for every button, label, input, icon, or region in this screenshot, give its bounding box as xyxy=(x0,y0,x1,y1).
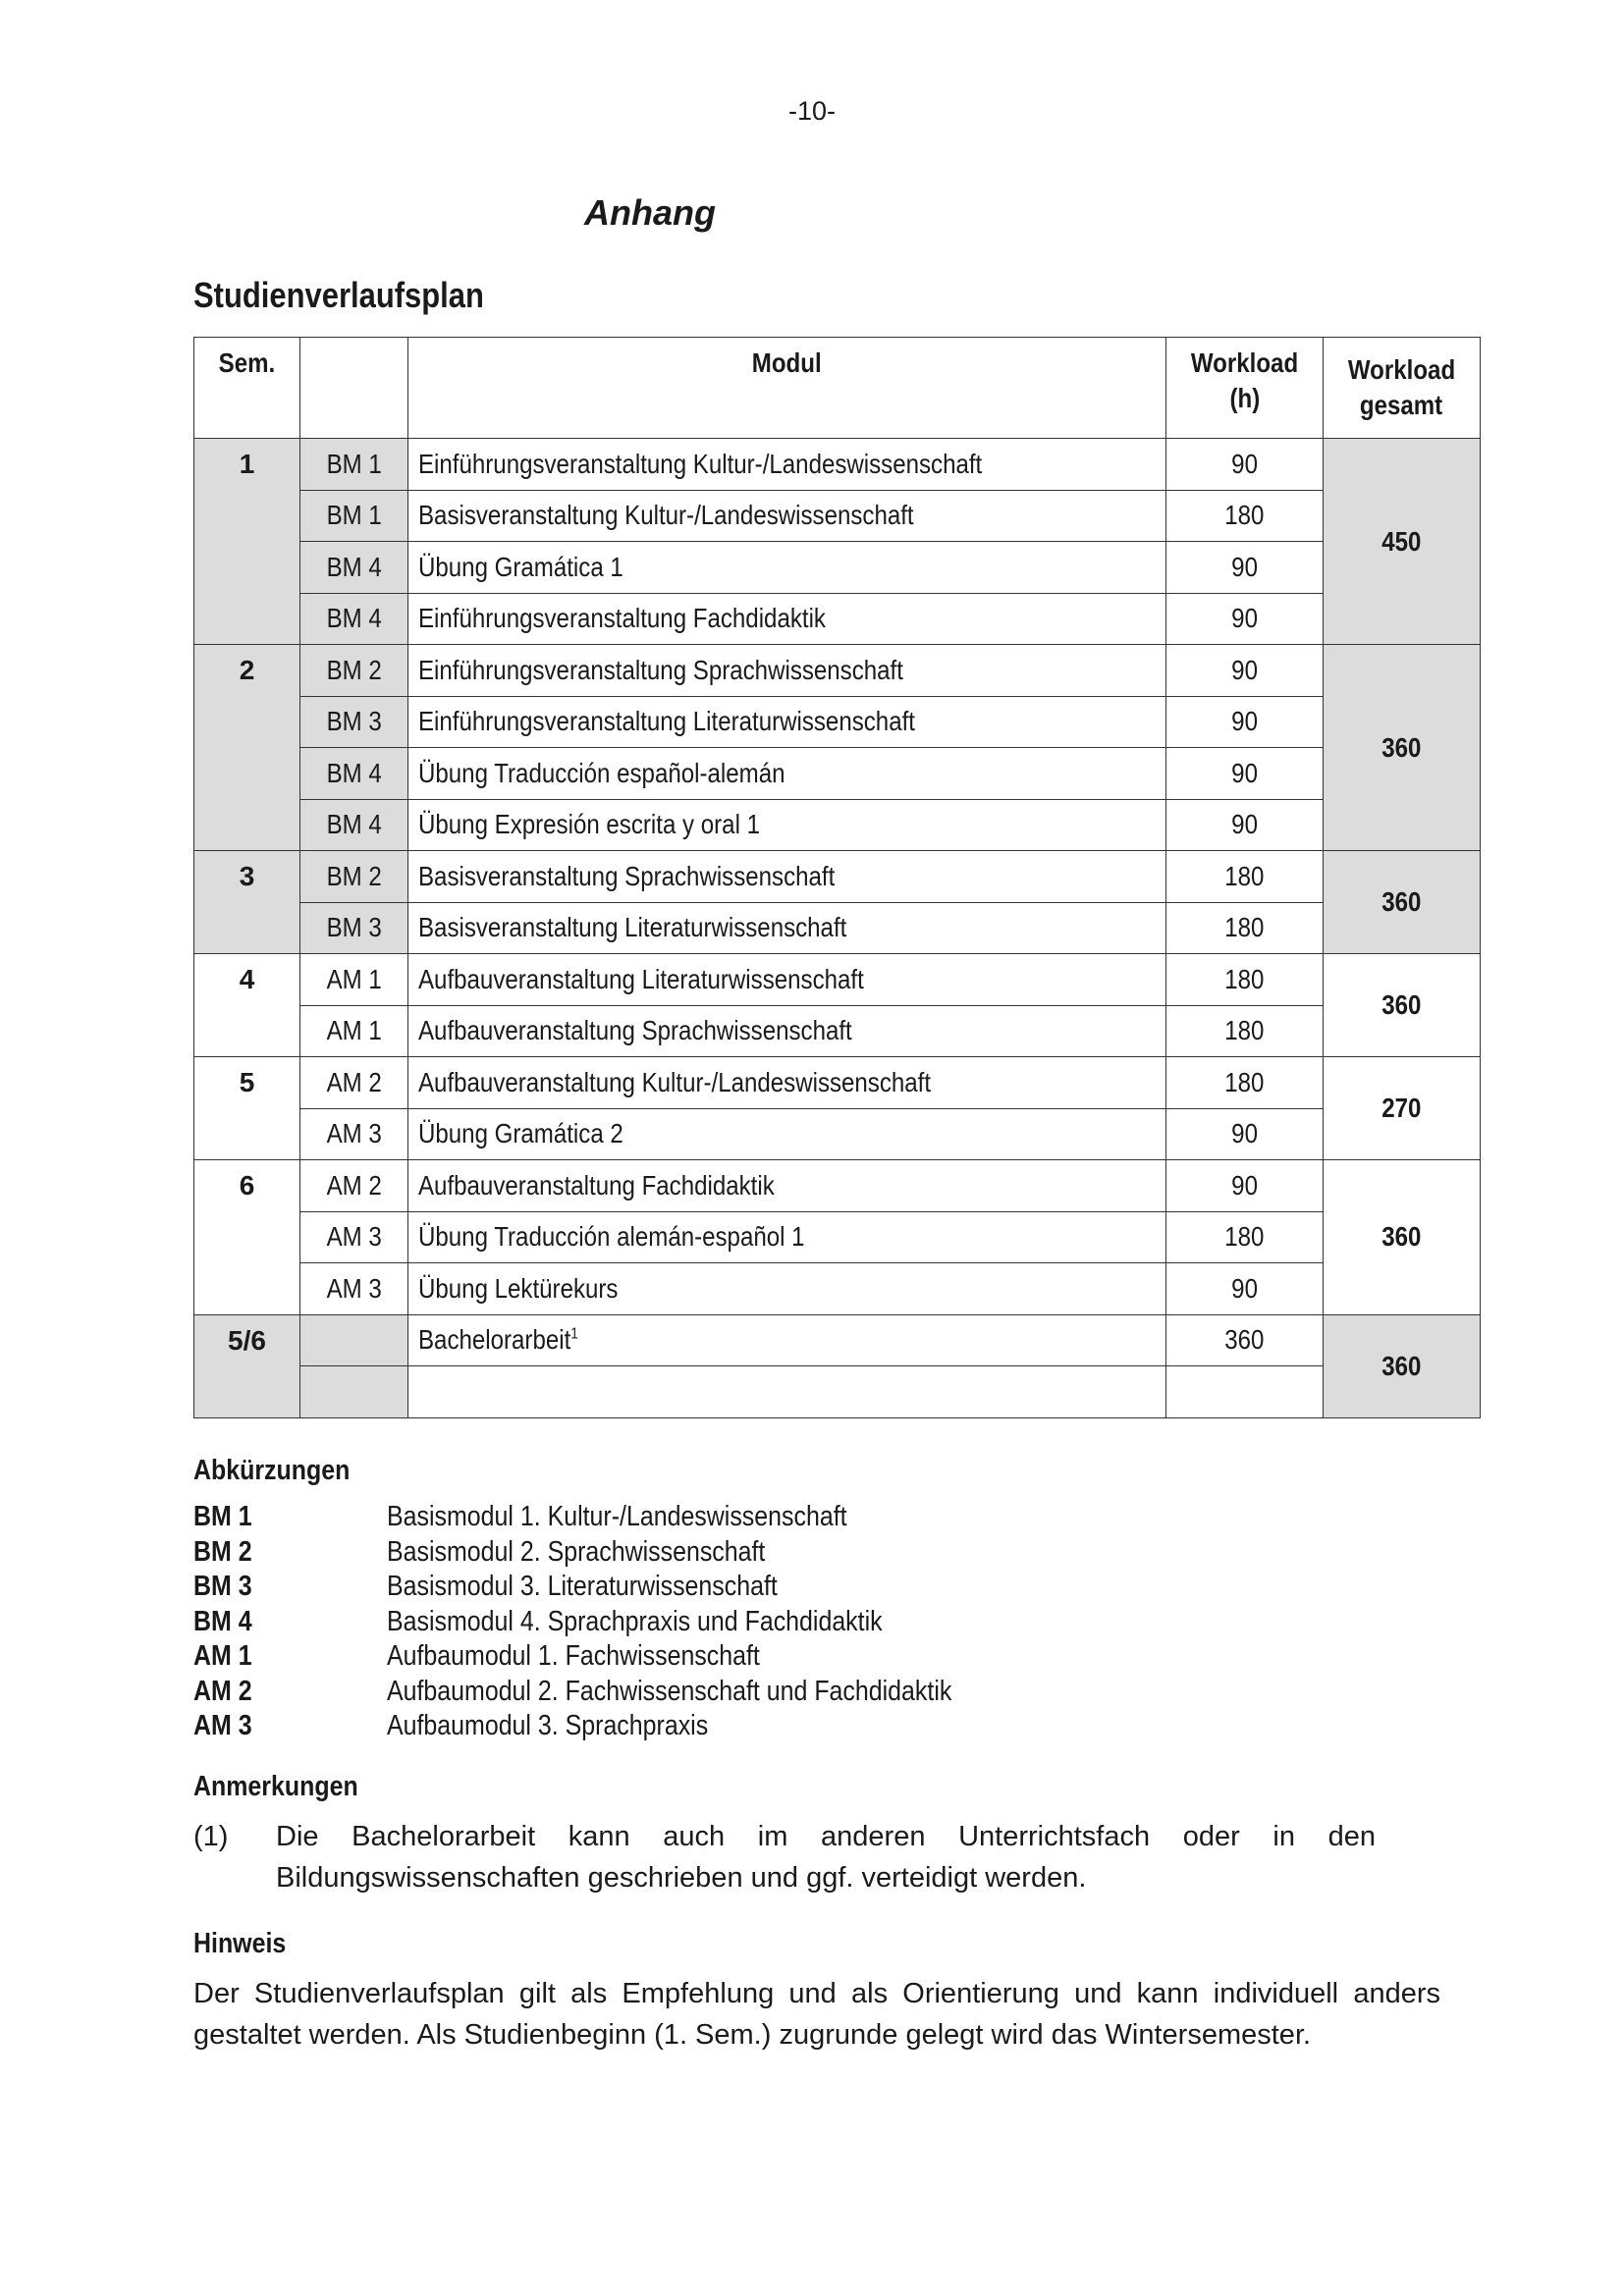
module-code-cell xyxy=(300,851,408,903)
abbreviation-code xyxy=(193,1709,261,1744)
table-header-row xyxy=(194,338,1481,439)
abbreviations-title: Abkürzungen xyxy=(193,1455,351,1486)
abbreviation-text xyxy=(387,1675,1044,1710)
table-row xyxy=(194,1160,1481,1212)
table-row xyxy=(194,593,1481,645)
abbreviation-code-text: BM 2 xyxy=(193,1535,252,1568)
module-name-cell xyxy=(408,490,1166,542)
abbreviation-code xyxy=(193,1500,261,1535)
workload-value: 180 xyxy=(1224,1066,1265,1097)
workload-cell xyxy=(1166,902,1324,954)
module-name-cell xyxy=(408,696,1166,748)
workload-cell xyxy=(1166,645,1324,697)
module-name-cell xyxy=(408,1211,1166,1263)
module-name-cell xyxy=(408,1057,1166,1109)
table-row xyxy=(194,1005,1481,1057)
abbreviation-code xyxy=(193,1535,261,1571)
abbreviation-item xyxy=(193,1605,1077,1640)
appendix-title: Anhang xyxy=(584,192,716,233)
abbreviation-item xyxy=(193,1639,1077,1675)
table-row xyxy=(194,542,1481,594)
module-name-text: Übung Expresión escrita y oral 1 xyxy=(418,809,761,840)
module-name-text: Basisveranstaltung Sprachwissenschaft xyxy=(418,860,836,891)
module-name xyxy=(418,449,982,480)
abbreviation-text-value: Basismodul 1. Kultur-/Landeswissenschaft xyxy=(387,1501,847,1532)
table-row xyxy=(194,1263,1481,1315)
abbreviation-code-text: BM 3 xyxy=(193,1571,252,1602)
module-code: BM 4 xyxy=(326,809,382,840)
workload-total: 360 xyxy=(1381,886,1422,917)
workload-value: 90 xyxy=(1231,809,1258,840)
footnote-marker: 1 xyxy=(570,1325,578,1343)
abbreviation-text xyxy=(387,1709,760,1744)
workload-value: 180 xyxy=(1224,1015,1265,1046)
workload-cell xyxy=(1166,1160,1324,1212)
module-name xyxy=(418,912,846,943)
abbreviation-code-text: AM 2 xyxy=(193,1675,252,1707)
module-code: AM 1 xyxy=(326,963,382,994)
abbreviation-item xyxy=(193,1535,1077,1571)
abbreviation-code xyxy=(193,1605,261,1640)
workload-total-cell xyxy=(1324,851,1481,954)
module-code-cell xyxy=(300,696,408,748)
workload-total-cell xyxy=(1324,645,1481,851)
module-code: BM 3 xyxy=(326,706,382,737)
workload-value: 360 xyxy=(1224,1324,1265,1356)
workload-total: 270 xyxy=(1381,1093,1422,1123)
module-name-cell xyxy=(408,439,1166,491)
module-code-cell xyxy=(300,593,408,645)
abbreviation-text-value: Aufbaumodul 3. Sprachpraxis xyxy=(387,1710,709,1741)
module-name xyxy=(418,655,903,686)
table-row xyxy=(194,439,1481,491)
module-name-text: Aufbauveranstaltung Fachdidaktik xyxy=(418,1169,775,1201)
module-name-text: Einführungsveranstaltung Kultur-/Landeswissenschaft xyxy=(418,448,983,479)
module-code-cell xyxy=(300,1005,408,1057)
module-code-cell xyxy=(300,1263,408,1315)
module-code: BM 4 xyxy=(326,757,382,788)
abbreviation-item xyxy=(193,1500,1077,1535)
module-code-cell xyxy=(300,748,408,800)
module-name-text: Übung Gramática 1 xyxy=(418,551,623,582)
module-name-cell xyxy=(408,748,1166,800)
module-name xyxy=(418,500,914,531)
workload-value: 90 xyxy=(1231,654,1258,685)
study-plan-table xyxy=(193,337,1481,1418)
module-code-cell xyxy=(300,1057,408,1109)
workload-value: 90 xyxy=(1231,1272,1258,1304)
workload-value: 180 xyxy=(1224,500,1265,531)
workload-cell xyxy=(1166,1366,1324,1418)
abbreviation-item xyxy=(193,1570,1077,1605)
abbreviation-text xyxy=(387,1535,827,1571)
table-row xyxy=(194,748,1481,800)
workload-cell xyxy=(1166,1263,1324,1315)
table-row xyxy=(194,1314,1481,1366)
semester-cell: 5/6 xyxy=(194,1314,300,1417)
module-name xyxy=(418,1067,931,1098)
module-name-cell xyxy=(408,851,1166,903)
table-row xyxy=(194,490,1481,542)
module-code: AM 3 xyxy=(326,1221,382,1253)
header-workload-total: Workload gesamt xyxy=(1324,338,1481,439)
abbreviation-item xyxy=(193,1709,1077,1744)
module-name xyxy=(418,603,826,634)
semester-cell: 5 xyxy=(194,1057,300,1160)
module-code: BM 1 xyxy=(326,448,382,479)
module-code: BM 1 xyxy=(326,500,382,531)
abbreviation-text xyxy=(387,1500,922,1535)
module-name-cell xyxy=(408,593,1166,645)
module-name-text: Einführungsveranstaltung Sprachwissenschaft xyxy=(418,654,903,685)
workload-total: 360 xyxy=(1381,989,1422,1020)
module-name-text: Übung Traducción español-alemán xyxy=(418,757,785,788)
workload-cell xyxy=(1166,954,1324,1006)
module-name-text: Übung Traducción alemán-español 1 xyxy=(418,1221,805,1253)
module-name-cell xyxy=(408,1263,1166,1315)
module-code: BM 4 xyxy=(326,551,382,582)
module-name xyxy=(418,861,835,892)
semester-cell: 4 xyxy=(194,954,300,1057)
notes-title: Anmerkungen xyxy=(193,1771,358,1802)
module-code-cell xyxy=(300,1314,408,1366)
workload-value: 180 xyxy=(1224,860,1265,891)
abbreviation-code xyxy=(193,1639,261,1675)
abbreviation-text-value: Aufbaumodul 1. Fachwissenschaft xyxy=(387,1640,760,1672)
module-code-cell xyxy=(300,542,408,594)
module-code-cell xyxy=(300,490,408,542)
module-code: BM 4 xyxy=(326,603,382,634)
header-semester: Sem. xyxy=(194,338,300,439)
module-name-cell xyxy=(408,954,1166,1006)
abbreviation-text-value: Basismodul 3. Literaturwissenschaft xyxy=(387,1571,778,1602)
workload-total: 360 xyxy=(1381,731,1422,763)
module-code-cell xyxy=(300,954,408,1006)
module-name-cell xyxy=(408,542,1166,594)
module-name xyxy=(418,552,623,583)
workload-value: 90 xyxy=(1231,1169,1258,1201)
abbreviation-item xyxy=(193,1675,1077,1710)
module-code-cell xyxy=(300,439,408,491)
module-code-cell xyxy=(300,902,408,954)
header-module: Modul xyxy=(408,338,1166,439)
hint-text: Der Studienverlaufsplan gilt als Empfehlung und als Orientierung und kann individuell anders gestaltet werden. Als Studienbeginn (1. Sem.) zugrunde gelegt wird das Wintersemester. xyxy=(193,1978,1440,2051)
workload-cell xyxy=(1166,799,1324,851)
module-name-text: Basisveranstaltung Literaturwissenschaft xyxy=(418,912,847,943)
semester-cell: 2 xyxy=(194,645,300,851)
workload-value: 90 xyxy=(1231,1118,1258,1149)
workload-cell xyxy=(1166,1057,1324,1109)
module-code-cell xyxy=(300,799,408,851)
module-name-cell xyxy=(408,799,1166,851)
module-name-text: Übung Gramática 2 xyxy=(418,1118,623,1149)
workload-value: 90 xyxy=(1231,603,1258,634)
module-name-text: Aufbauveranstaltung Sprachwissenschaft xyxy=(418,1015,852,1046)
workload-cell xyxy=(1166,1005,1324,1057)
module-name-text: Aufbauveranstaltung Kultur-/Landeswissenschaft xyxy=(418,1066,932,1097)
module-code-cell xyxy=(300,1366,408,1418)
workload-total: 450 xyxy=(1381,525,1422,557)
note-number: (1) xyxy=(193,1821,229,1852)
semester-cell: 1 xyxy=(194,439,300,645)
workload-value: 90 xyxy=(1231,706,1258,737)
table-row xyxy=(194,696,1481,748)
module-name-cell xyxy=(408,1314,1166,1366)
workload-value: 90 xyxy=(1231,551,1258,582)
semester-cell: 6 xyxy=(194,1160,300,1315)
module-name-text: Aufbauveranstaltung Literaturwissenschaft xyxy=(418,963,864,994)
abbreviation-code xyxy=(193,1675,261,1710)
table-row xyxy=(194,851,1481,903)
workload-cell xyxy=(1166,696,1324,748)
module-name xyxy=(418,1118,623,1149)
table-row xyxy=(194,902,1481,954)
semester-cell: 3 xyxy=(194,851,300,954)
module-name-text: Bachelorarbeit xyxy=(418,1324,571,1356)
module-name-cell xyxy=(408,1366,1166,1418)
module-name-cell xyxy=(408,1108,1166,1160)
table-row xyxy=(194,954,1481,1006)
abbreviation-text-value: Aufbaumodul 2. Fachwissenschaft und Fachdidaktik xyxy=(387,1675,952,1707)
workload-total-cell xyxy=(1324,1057,1481,1160)
module-code-cell xyxy=(300,645,408,697)
module-name xyxy=(418,964,864,995)
module-code: AM 2 xyxy=(326,1066,382,1097)
module-name-cell xyxy=(408,645,1166,697)
note-text: Die Bachelorarbeit kann auch im anderen Unterrichtsfach oder in den Bildungswissenschaften geschrieben und ggf. verteidigt werden. xyxy=(276,1821,1376,1894)
workload-cell xyxy=(1166,490,1324,542)
workload-cell xyxy=(1166,1108,1324,1160)
module-name-text: Übung Lektürekurs xyxy=(418,1272,619,1304)
table-row xyxy=(194,1211,1481,1263)
module-name-cell xyxy=(408,902,1166,954)
module-code-cell xyxy=(300,1160,408,1212)
workload-cell xyxy=(1166,851,1324,903)
workload-total: 360 xyxy=(1381,1221,1422,1253)
abbreviation-code-text: AM 1 xyxy=(193,1640,252,1672)
workload-total-cell xyxy=(1324,439,1481,645)
module-code: BM 2 xyxy=(326,860,382,891)
workload-cell xyxy=(1166,542,1324,594)
module-name xyxy=(418,1324,578,1356)
workload-cell xyxy=(1166,748,1324,800)
module-name-text: Basisveranstaltung Kultur-/Landeswissenschaft xyxy=(418,500,914,531)
module-name xyxy=(418,1170,775,1201)
workload-total: 360 xyxy=(1381,1350,1422,1381)
header-code xyxy=(300,338,408,439)
workload-cell xyxy=(1166,439,1324,491)
module-code-cell xyxy=(300,1108,408,1160)
module-code: AM 3 xyxy=(326,1272,382,1304)
table-row xyxy=(194,1108,1481,1160)
table-body xyxy=(194,439,1481,1418)
table-row xyxy=(194,645,1481,697)
workload-value: 90 xyxy=(1231,448,1258,479)
table-row xyxy=(194,1366,1481,1418)
module-name xyxy=(418,706,915,737)
module-name xyxy=(418,1273,618,1305)
abbreviation-text xyxy=(387,1639,821,1675)
module-code: AM 2 xyxy=(326,1169,382,1201)
workload-value: 90 xyxy=(1231,757,1258,788)
header-workload: Workload (h) xyxy=(1166,338,1324,439)
module-code: AM 3 xyxy=(326,1118,382,1149)
workload-total-cell xyxy=(1324,954,1481,1057)
workload-value: 180 xyxy=(1224,1221,1265,1253)
page-number: -10- xyxy=(787,96,836,126)
abbreviation-text-value: Basismodul 4. Sprachpraxis und Fachdidaktik xyxy=(387,1605,883,1637)
module-code: BM 3 xyxy=(326,912,382,943)
module-name xyxy=(418,758,785,789)
abbreviation-code-text: AM 3 xyxy=(193,1710,252,1741)
module-name xyxy=(418,809,760,840)
module-code: AM 1 xyxy=(326,1015,382,1046)
abbreviation-code-text: BM 1 xyxy=(193,1501,252,1532)
abbreviation-text-value: Basismodul 2. Sprachwissenschaft xyxy=(387,1535,766,1568)
module-name-text: Einführungsveranstaltung Literaturwissenschaft xyxy=(418,706,915,737)
workload-cell xyxy=(1166,1314,1324,1366)
abbreviation-code xyxy=(193,1570,261,1605)
module-name-cell xyxy=(408,1005,1166,1057)
table-row xyxy=(194,1057,1481,1109)
abbreviation-code-text: BM 4 xyxy=(193,1605,252,1637)
module-name-cell xyxy=(408,1160,1166,1212)
abbreviation-text xyxy=(387,1570,841,1605)
workload-value: 180 xyxy=(1224,963,1265,994)
workload-cell xyxy=(1166,1211,1324,1263)
workload-total-cell xyxy=(1324,1160,1481,1315)
workload-value: 180 xyxy=(1224,912,1265,943)
hint-title: Hinweis xyxy=(193,1928,287,1959)
workload-total-cell xyxy=(1324,1314,1481,1417)
module-name xyxy=(418,1221,805,1253)
abbreviations-list xyxy=(193,1500,1077,1744)
module-code: BM 2 xyxy=(326,654,382,685)
workload-cell xyxy=(1166,593,1324,645)
module-name-text: Einführungsveranstaltung Fachdidaktik xyxy=(418,603,826,634)
table-row xyxy=(194,799,1481,851)
module-name xyxy=(418,1015,852,1046)
section-title: Studienverlaufsplan xyxy=(193,275,484,315)
abbreviation-text xyxy=(387,1605,963,1640)
module-code-cell xyxy=(300,1211,408,1263)
